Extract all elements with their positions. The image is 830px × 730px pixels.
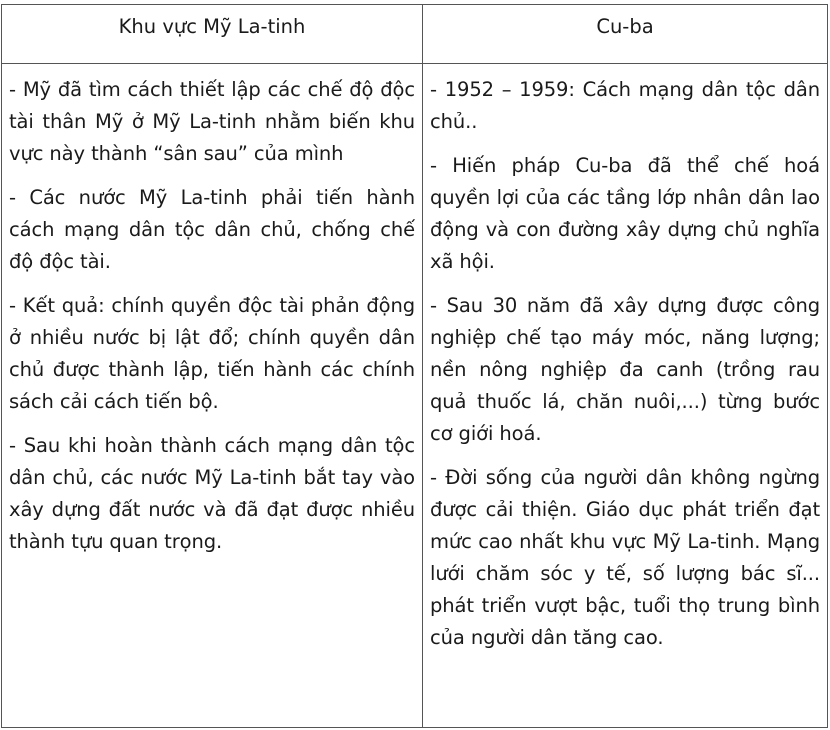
list-item: - Đời sống của người dân không ngừng được cải thiện. Giáo dục phát triển đạt mức cao nhất khu vực Mỹ La-tinh. Mạng lưới chăm sóc y tế, số lượng bác sĩ... phát triển vượt bậc, tuổi thọ trung bình của người dân tăng cao.	[430, 466, 820, 649]
list-item: - Sau 30 năm đã xây dựng được công nghiệp chế tạo máy móc, năng lượng; nền nông nghiệp đa canh (trồng rau quả thuốc lá, chăn nuôi,...) từng bước cơ giới hoá.	[430, 294, 820, 445]
list-item: - Kết quả: chính quyền độc tài phản động ở nhiều nước bị lật đổ; chính quyền dân chủ được thành lập, tiến hành các chính sách cải cách tiến bộ.	[9, 294, 415, 413]
list-item: - Các nước Mỹ La-tinh phải tiến hành cách mạng dân tộc dân chủ, chống chế độ độc tài.	[9, 186, 415, 273]
cell-cuba	[423, 64, 828, 728]
cell-latin-america	[2, 64, 423, 728]
list-item: - Hiến pháp Cu-ba đã thể chế hoá quyền lợi của các tầng lớp nhân dân lao động và con đường xây dựng chủ nghĩa xã hội.	[430, 154, 820, 273]
comparison-table	[1, 4, 828, 728]
header-cuba: Cu-ba	[423, 5, 828, 64]
list-item: - Mỹ đã tìm cách thiết lập các chế độ độc tài thân Mỹ ở Mỹ La-tinh nhằm biến khu vực này thành “sân sau” của mình	[9, 78, 415, 165]
list-item: - 1952 – 1959: Cách mạng dân tộc dân chủ..	[430, 78, 820, 133]
table-row	[2, 64, 828, 728]
list-item: - Sau khi hoàn thành cách mạng dân tộc dân chủ, các nước Mỹ La-tinh bắt tay vào xây dựng đất nước và đã đạt được nhiều thành tựu quan trọng.	[9, 434, 415, 553]
header-latin-america: Khu vực Mỹ La-tinh	[2, 5, 423, 64]
table-header-row	[2, 5, 828, 64]
